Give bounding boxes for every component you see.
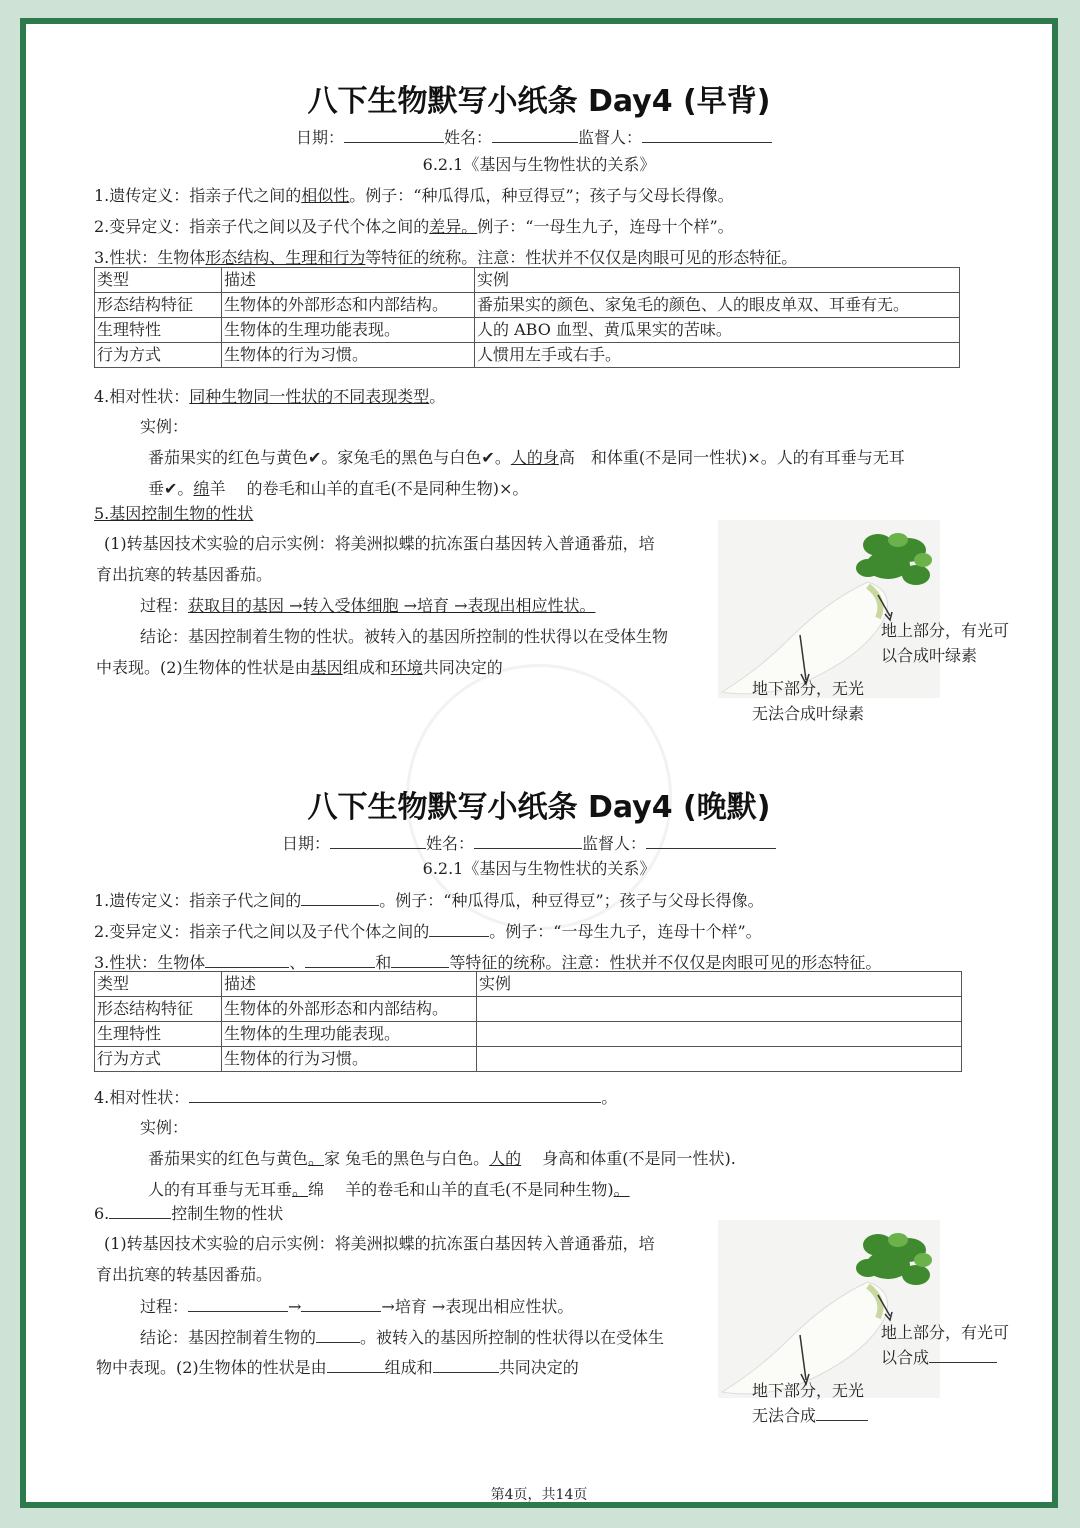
morning-item-1: 1.遗传定义：指亲子代之间的相似性。例子：“种瓜得瓜，种豆得豆”；孩子与父母长得像。 — [94, 186, 734, 205]
radish-image — [718, 520, 940, 698]
evening-item-4: 4.相对性状： 。 — [94, 1088, 618, 1107]
evening-examples-label: 实例： — [140, 1118, 189, 1137]
radish-image — [718, 1220, 940, 1398]
answer-blank[interactable] — [929, 1348, 997, 1363]
morning-examples-label: 实例： — [140, 417, 189, 436]
answer-blank[interactable] — [429, 922, 489, 937]
evening-item-1: 1.遗传定义：指亲子代之间的 。例子：“种瓜得瓜，种豆得豆”；孩子与父母长得像。 — [94, 891, 764, 910]
answer-blank[interactable] — [189, 1088, 601, 1103]
date-blank[interactable] — [330, 834, 426, 849]
evening-title: 八下生物默写小纸条 Day4 (晚默) — [307, 790, 771, 825]
answer-blank[interactable] — [301, 1297, 381, 1312]
answer-blank[interactable] — [301, 891, 379, 906]
answer-cell[interactable] — [477, 1047, 962, 1072]
morning-title: 八下生物默写小纸条 Day4 (早背) — [307, 84, 771, 119]
date-label: 日期： — [296, 128, 345, 147]
morning-example-line-2: 垂✔。绵羊 的卷毛和山羊的直毛(不是同种生物)×。 — [148, 479, 529, 498]
answer-blank[interactable] — [188, 1297, 288, 1312]
evening-trait-table — [94, 971, 962, 1072]
answer-blank[interactable] — [391, 953, 449, 968]
answer-blank[interactable] — [816, 1406, 868, 1421]
header-type: 类型 — [95, 268, 222, 293]
evening-conclusion-2: 物中表现。(2)生物体的性状是由 组成和 共同决定的 — [96, 1358, 579, 1377]
morning-header-fields — [296, 128, 772, 148]
above-ground-caption: 地上部分，有光可 以合成 — [881, 1323, 1010, 1367]
supervisor-label: 监督人： — [578, 128, 643, 147]
morning-item-2: 2.变异定义：指亲子代之间以及子代个体之间的差异。例子：“一母生九子，连母十个样”。 — [94, 217, 734, 236]
morning-conclusion-1: 结论：基因控制着生物的性状。被转入的基因所控制的性状得以在受体生物 — [140, 627, 669, 646]
evening-item-2: 2.变异定义：指亲子代之间以及子代个体之间的 。例子：“一母生九子，连母十个样”。 — [94, 922, 762, 941]
page-number: 第4页，共14页 — [490, 1487, 588, 1503]
answer-cell[interactable] — [477, 997, 962, 1022]
name-label: 姓名： — [444, 128, 493, 147]
morning-trait-table — [94, 267, 960, 368]
answer-blank[interactable] — [205, 953, 289, 968]
header-description: 描述 — [222, 972, 477, 997]
table-row: 形态结构特征 生物体的外部形态和内部结构。 — [95, 997, 962, 1022]
evening-transgene-p2: 育出抗寒的转基因番茄。 — [96, 1265, 273, 1284]
answer-blank[interactable] — [433, 1358, 499, 1373]
supervisor-label: 监督人： — [582, 834, 647, 853]
header-example: 实例 — [477, 972, 962, 997]
morning-item-5: 5.基因控制生物的性状 — [94, 504, 254, 523]
evening-example-line-2: 人的有耳垂与无耳垂。绵 羊的卷毛和山羊的直毛(不是同种生物)。 — [148, 1180, 630, 1199]
header-description: 描述 — [222, 268, 475, 293]
supervisor-blank[interactable] — [642, 128, 772, 143]
table-row: 生理特性 生物体的生理功能表现。 — [95, 1022, 962, 1047]
evening-example-line-1: 番茄果实的红色与黄色。家 兔毛的黑色与白色。人的 身高和体重(不是同一性状). — [148, 1149, 736, 1168]
table-row: 行为方式 生物体的行为习惯。 人惯用左手或右手。 — [95, 343, 960, 368]
morning-example-line-1: 番茄果实的红色与黄色✔。家兔毛的黑色与白色✔。人的身高 和体重(不是同一性状)×。人的有耳垂与无耳 — [148, 448, 905, 467]
above-ground-caption: 地上部分，有光可 以合成叶绿素 — [881, 621, 1010, 665]
morning-transgene-p1: (1)转基因技术实验的启示实例：将美洲拟蝶的抗冻蛋白基因转入普通番茄，培 — [104, 534, 655, 553]
worksheet-page — [20, 18, 1058, 1508]
answer-cell[interactable] — [477, 1022, 962, 1047]
date-label: 日期： — [282, 834, 331, 853]
name-blank[interactable] — [474, 834, 582, 849]
answer-blank[interactable] — [327, 1358, 385, 1373]
below-ground-caption: 地下部分，无光 无法合成 — [752, 1378, 868, 1428]
answer-blank[interactable] — [109, 1204, 171, 1219]
morning-item-4: 4.相对性状：同种生物同一性状的不同表现类型。 — [94, 387, 446, 406]
morning-transgene-p2: 育出抗寒的转基因番茄。 — [96, 565, 273, 584]
table-row: 形态结构特征 生物体的外部形态和内部结构。 番茄果实的颜色、家兔毛的颜色、人的眼皮单双、耳垂有无。 — [95, 293, 960, 318]
supervisor-blank[interactable] — [646, 834, 776, 849]
answer-blank[interactable] — [316, 1328, 360, 1343]
answer-blank[interactable] — [305, 953, 375, 968]
morning-process: 过程：获取目的基因 →转入受体细胞 →培育 →表现出相应性状。 — [140, 596, 596, 615]
morning-conclusion-2: 中表现。(2)生物体的性状是由基因组成和环境共同决定的 — [96, 658, 503, 677]
evening-item-6: 6. 控制生物的性状 — [94, 1204, 284, 1223]
date-blank[interactable] — [344, 128, 444, 143]
evening-conclusion-1: 结论：基因控制着生物的 。被转入的基因所控制的性状得以在受体生 — [140, 1328, 665, 1347]
evening-header-fields — [282, 834, 776, 854]
name-label: 姓名： — [426, 834, 475, 853]
header-type: 类型 — [95, 972, 222, 997]
table-header-row — [95, 268, 960, 293]
table-row: 行为方式 生物体的行为习惯。 — [95, 1047, 962, 1072]
below-ground-caption: 地下部分，无光 无法合成叶绿素 — [752, 679, 865, 723]
evening-process: 过程： → →培育 →表现出相应性状。 — [140, 1297, 574, 1316]
evening-section-heading: 6.2.1《基因与生物性状的关系》 — [422, 859, 656, 878]
header-example: 实例 — [475, 268, 960, 293]
morning-item-3: 3.性状：生物体形态结构、生理和行为等特征的统称。注意：性状并不仅仅是肉眼可见的形态特征。 — [94, 248, 798, 267]
evening-item-3: 3.性状：生物体 、 和 等特征的统称。注意：性状并不仅仅是肉眼可见的形态特征。 — [94, 953, 882, 972]
evening-transgene-p1: (1)转基因技术实验的启示实例：将美洲拟蝶的抗冻蛋白基因转入普通番茄，培 — [104, 1234, 655, 1253]
morning-section-heading: 6.2.1《基因与生物性状的关系》 — [422, 155, 656, 174]
table-header-row — [95, 972, 962, 997]
table-row: 生理特性 生物体的生理功能表现。 人的 ABO 血型、黄瓜果实的苦味。 — [95, 318, 960, 343]
name-blank[interactable] — [492, 128, 578, 143]
